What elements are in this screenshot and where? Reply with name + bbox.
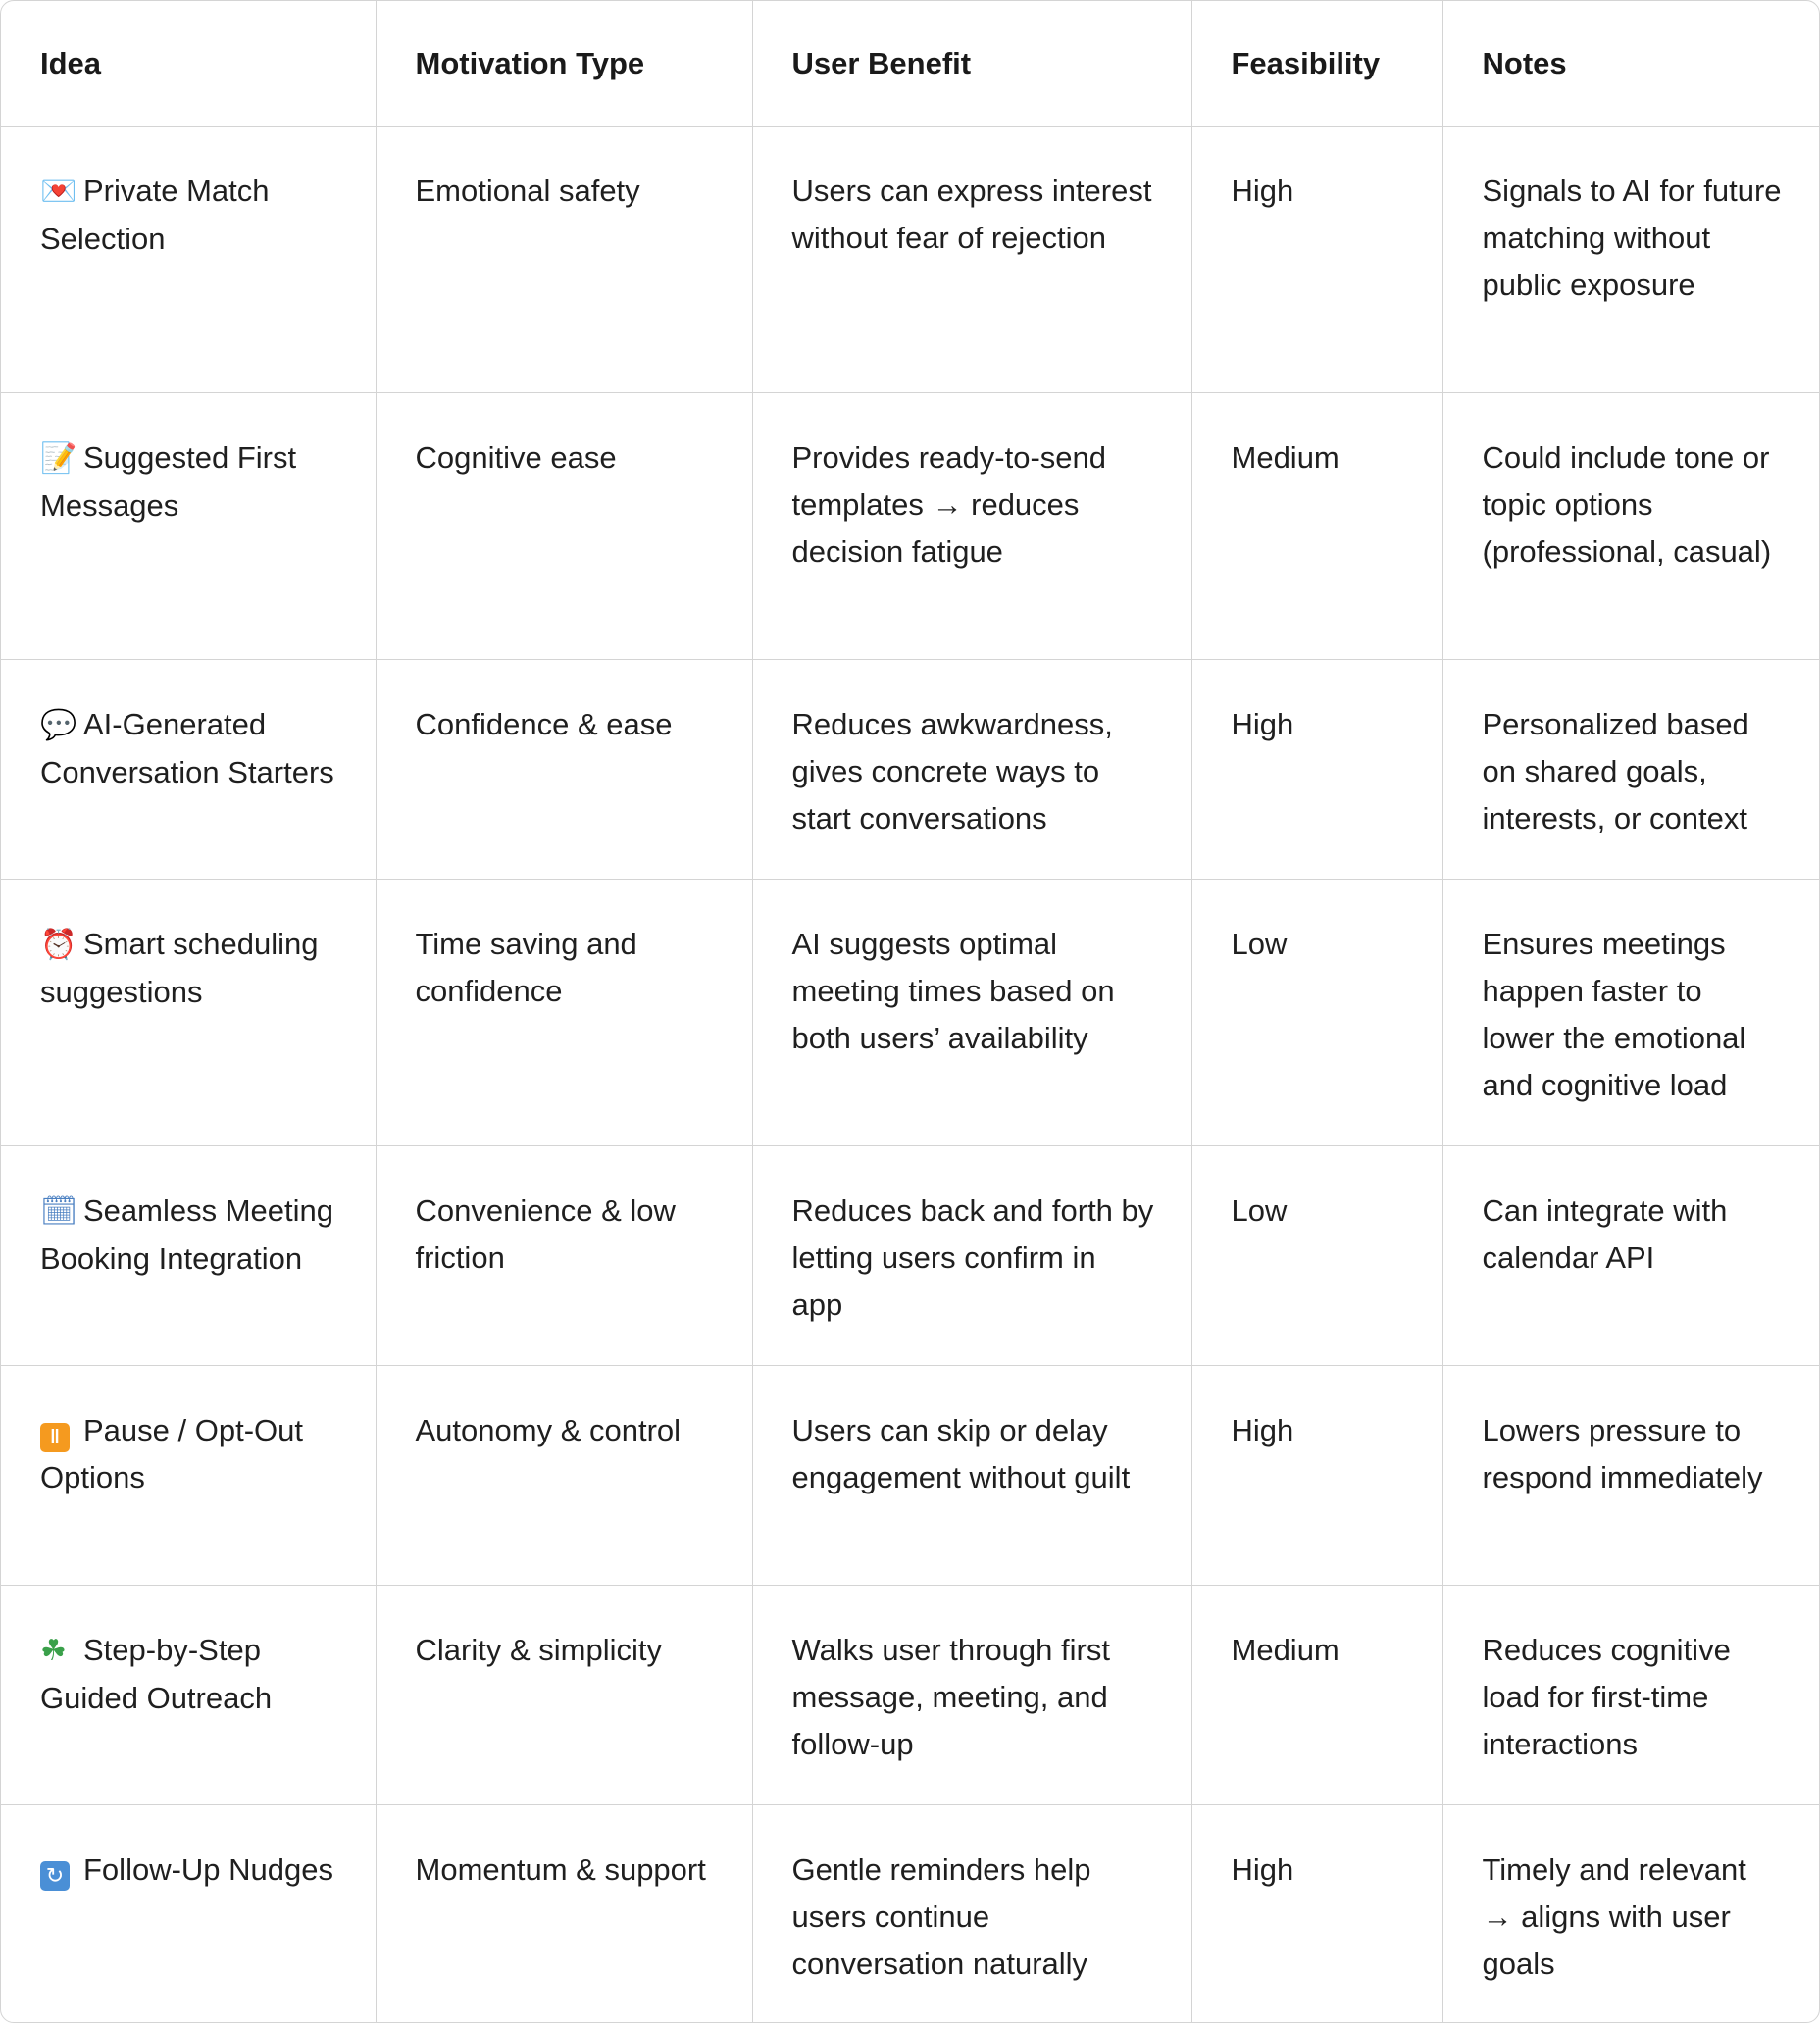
feasibility-cell: Low — [1191, 879, 1442, 1145]
calendar-icon: 🗓 — [40, 1193, 78, 1229]
idea-cell — [1, 879, 376, 1145]
idea-text: Seamless Meeting Booking Integration — [40, 1192, 334, 1276]
feasibility-cell: High — [1191, 1365, 1442, 1585]
idea-cell — [1, 1585, 376, 1804]
idea-cell — [1, 1804, 376, 2022]
ideas-table — [1, 1, 1819, 2022]
benefit-cell: Gentle reminders help users continue conversation naturally — [752, 1804, 1191, 2022]
idea-cell — [1, 1365, 376, 1585]
feasibility-cell: Low — [1191, 1145, 1442, 1365]
idea-cell — [1, 659, 376, 879]
idea-text: AI-Generated Conversation Starters — [40, 706, 334, 789]
motivation-cell: Emotional safety — [376, 126, 752, 392]
benefit-cell: Walks user through first message, meeting, and follow-up — [752, 1585, 1191, 1804]
motivation-cell: Clarity & simplicity — [376, 1585, 752, 1804]
header-row — [1, 1, 1819, 126]
idea-text: Smart scheduling suggestions — [40, 926, 319, 1009]
benefit-cell: AI suggests optimal meeting times based on both users’ availability — [752, 879, 1191, 1145]
memo-icon: 📝 — [40, 440, 77, 476]
benefit-cell: Provides ready-to-send templates → reduces decision fatigue — [752, 392, 1191, 659]
idea-text: Step-by-Step Guided Outreach — [40, 1632, 273, 1715]
notes-cell: Timely and relevant → aligns with user goals — [1482, 1851, 1746, 1981]
benefit-cell: Users can skip or delay engagement without guilt — [752, 1365, 1191, 1585]
idea-cell — [1, 126, 376, 392]
notes-cell: Lowers pressure to respond immediately — [1442, 1365, 1819, 1585]
table-row — [1, 126, 1819, 392]
benefit-cell: Reduces back and forth by letting users confirm in app — [752, 1145, 1191, 1365]
header-notes: Notes — [1442, 1, 1819, 126]
header-feasibility: Feasibility — [1191, 1, 1442, 126]
refresh-arrows-icon: ↻ — [40, 1861, 70, 1891]
pause-icon: ‖ — [40, 1423, 70, 1452]
alarm-clock-icon: ⏰ — [40, 927, 77, 962]
table-row — [1, 879, 1819, 1145]
header-idea: Idea — [1, 1, 376, 126]
love-letter-icon: 💌 — [40, 174, 77, 209]
notes-cell: Signals to AI for future matching without public exposure — [1442, 126, 1819, 392]
table-row — [1, 392, 1819, 659]
table-row — [1, 1585, 1819, 1804]
motivation-cell: Autonomy & control — [376, 1365, 752, 1585]
header-motivation-type: Motivation Type — [376, 1, 752, 126]
header-user-benefit: User Benefit — [752, 1, 1191, 126]
benefit-cell: Users can express interest without fear of rejection — [752, 126, 1191, 392]
notes-cell: Ensures meetings happen faster to lower the emotional and cognitive load — [1442, 879, 1819, 1145]
feasibility-cell: High — [1191, 126, 1442, 392]
motivation-cell: Confidence & ease — [376, 659, 752, 879]
idea-text: Suggested First Messages — [40, 439, 297, 523]
idea-cell — [1, 1145, 376, 1365]
feasibility-cell: High — [1191, 659, 1442, 879]
table-row — [1, 1145, 1819, 1365]
notes-cell: Could include tone or topic options (professional, casual) — [1442, 392, 1819, 659]
notes-cell: Reduces cognitive load for first-time interactions — [1442, 1585, 1819, 1804]
table-row — [1, 1365, 1819, 1585]
motivation-cell: Cognitive ease — [376, 392, 752, 659]
notes-cell: Personalized based on shared goals, interests, or context — [1442, 659, 1819, 879]
feasibility-cell: Medium — [1191, 392, 1442, 659]
table-row — [1, 1804, 1819, 2022]
puzzle-piece-icon: ☘ — [40, 1633, 67, 1668]
feasibility-cell: High — [1191, 1804, 1442, 2022]
idea-cell — [1, 392, 376, 659]
notes-cell: Can integrate with calendar API — [1442, 1145, 1819, 1365]
benefit-cell: Reduces awkwardness, gives concrete ways to start conversations — [752, 659, 1191, 879]
idea-text: Pause / Opt-Out Options — [40, 1412, 303, 1494]
motivation-cell: Convenience & low friction — [376, 1145, 752, 1365]
idea-text: Follow-Up Nudges — [83, 1851, 333, 1887]
table-row — [1, 659, 1819, 879]
motivation-cell: Momentum & support — [376, 1804, 752, 2022]
idea-text: Private Match Selection — [40, 173, 270, 256]
speech-bubble-icon: 💬 — [40, 707, 77, 742]
feasibility-cell: Medium — [1191, 1585, 1442, 1804]
motivation-cell: Time saving and confidence — [376, 879, 752, 1145]
